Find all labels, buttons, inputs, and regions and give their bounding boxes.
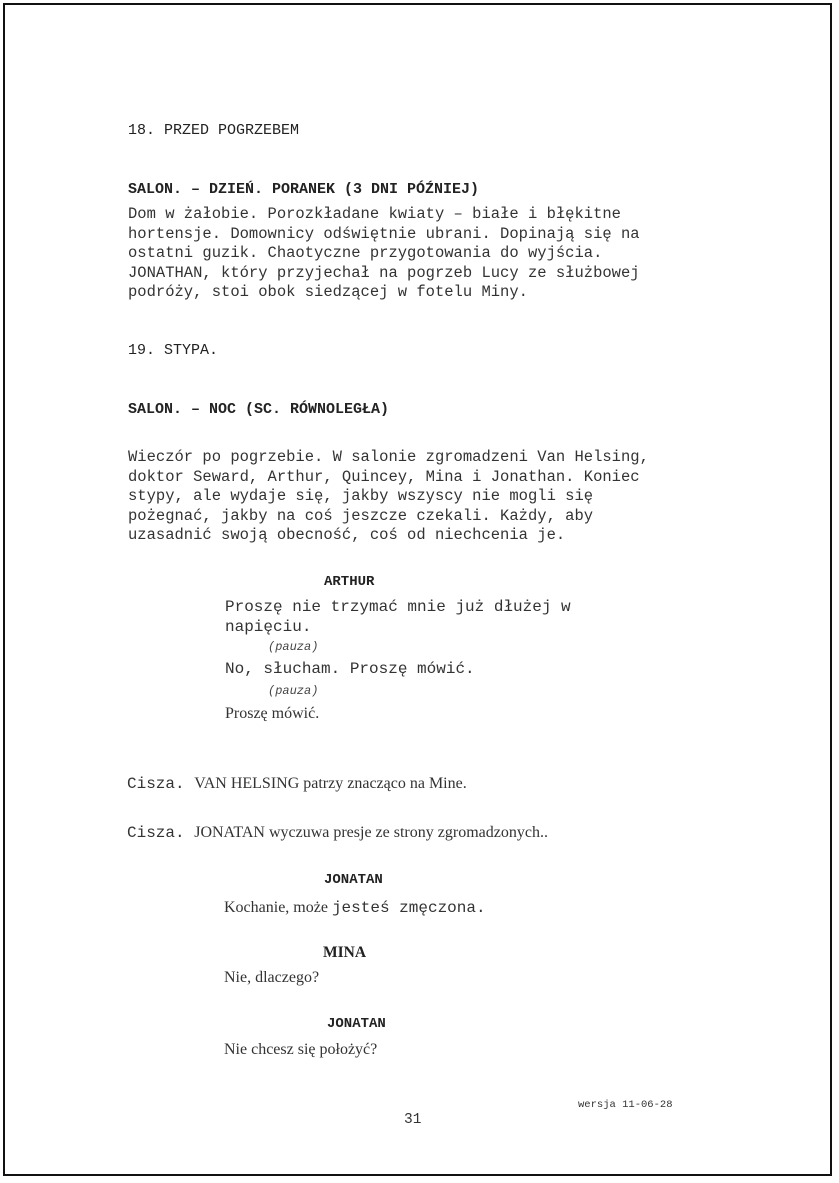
description-line: pożegnać, jakby na coś jeszcze czekali. Każdy, aby: [128, 506, 594, 525]
scene-slug-19: SALON. – NOC (SC. RÓWNOLEGŁA): [128, 401, 390, 418]
scene-description-19: [128, 448, 703, 546]
description-line: JONATHAN, który przyjechał na pogrzeb Lucy ze służbowej: [128, 263, 640, 282]
dialogue-mina: Nie, dlaczego?: [224, 969, 320, 986]
action-prefix: Cisza.: [127, 775, 185, 793]
scene-heading-19: 19. STYPA.: [128, 342, 219, 359]
parenthetical: (pauza): [268, 640, 319, 654]
description-line: stypy, ale wydaje się, jakby wszyscy nie mogli się: [128, 487, 594, 505]
page-number: 31: [404, 1112, 422, 1128]
parenthetical: (pauza): [268, 684, 319, 698]
scene-heading-18: 18. PRZED POGRZEBEM: [128, 122, 300, 139]
dialogue-jonatan-2: Nie chcesz się położyć?: [224, 1041, 378, 1058]
description-line: uzasadnić swoją obecność, coś od niechcenia je.: [128, 526, 566, 544]
action-text: JONATAN wyczuwa presje ze strony zgromadzonych..: [194, 824, 548, 841]
page-border: [3, 3, 832, 1176]
description-line: Wieczór po pogrzebie. W salonie zgromadzeni Van Helsing,: [128, 448, 649, 466]
description-line: hortensje. Domownicy odświętnie ubrani. Dopinają się na: [128, 224, 640, 243]
speaker-arthur: ARTHUR: [324, 574, 375, 590]
version-label: wersja 11-06-28: [578, 1099, 673, 1111]
speaker-mina: MINA: [323, 944, 367, 961]
dialogue-arthur-line2: No, słucham. Proszę mówić.: [225, 660, 475, 678]
description-line: doktor Seward, Arthur, Quincey, Mina i Jonathan. Koniec: [128, 467, 640, 486]
speaker-jonatan: JONATAN: [327, 1016, 386, 1032]
action-line: [127, 824, 548, 842]
description-line: Dom w żałobie. Porozkładane kwiaty – białe i błękitne: [128, 205, 621, 223]
scene-slug-18: SALON. – DZIEŃ. PORANEK (3 DNI PÓŹNIEJ): [128, 181, 480, 198]
action-prefix: Cisza.: [127, 824, 185, 842]
description-line: ostatni guzik. Chaotyczne przygotowania do wyjścia.: [128, 244, 603, 262]
action-line: [127, 775, 467, 793]
scene-description-18: [128, 205, 703, 303]
dialogue-jonatan: Kochanie, może jesteś zmęczona.: [224, 899, 486, 917]
dialogue-arthur-line3: Proszę mówić.: [225, 705, 320, 722]
dialogue-line: napięciu.: [225, 618, 312, 636]
dialogue-line: Proszę nie trzymać mnie już dłużej w: [225, 598, 571, 616]
action-text: VAN HELSING patrzy znacząco na Mine.: [194, 775, 467, 792]
dialogue-arthur-line1: [225, 597, 571, 637]
description-line: podróży, stoi obok siedzącej w fotelu Miny.: [128, 283, 528, 301]
speaker-jonatan: JONATAN: [324, 872, 383, 888]
